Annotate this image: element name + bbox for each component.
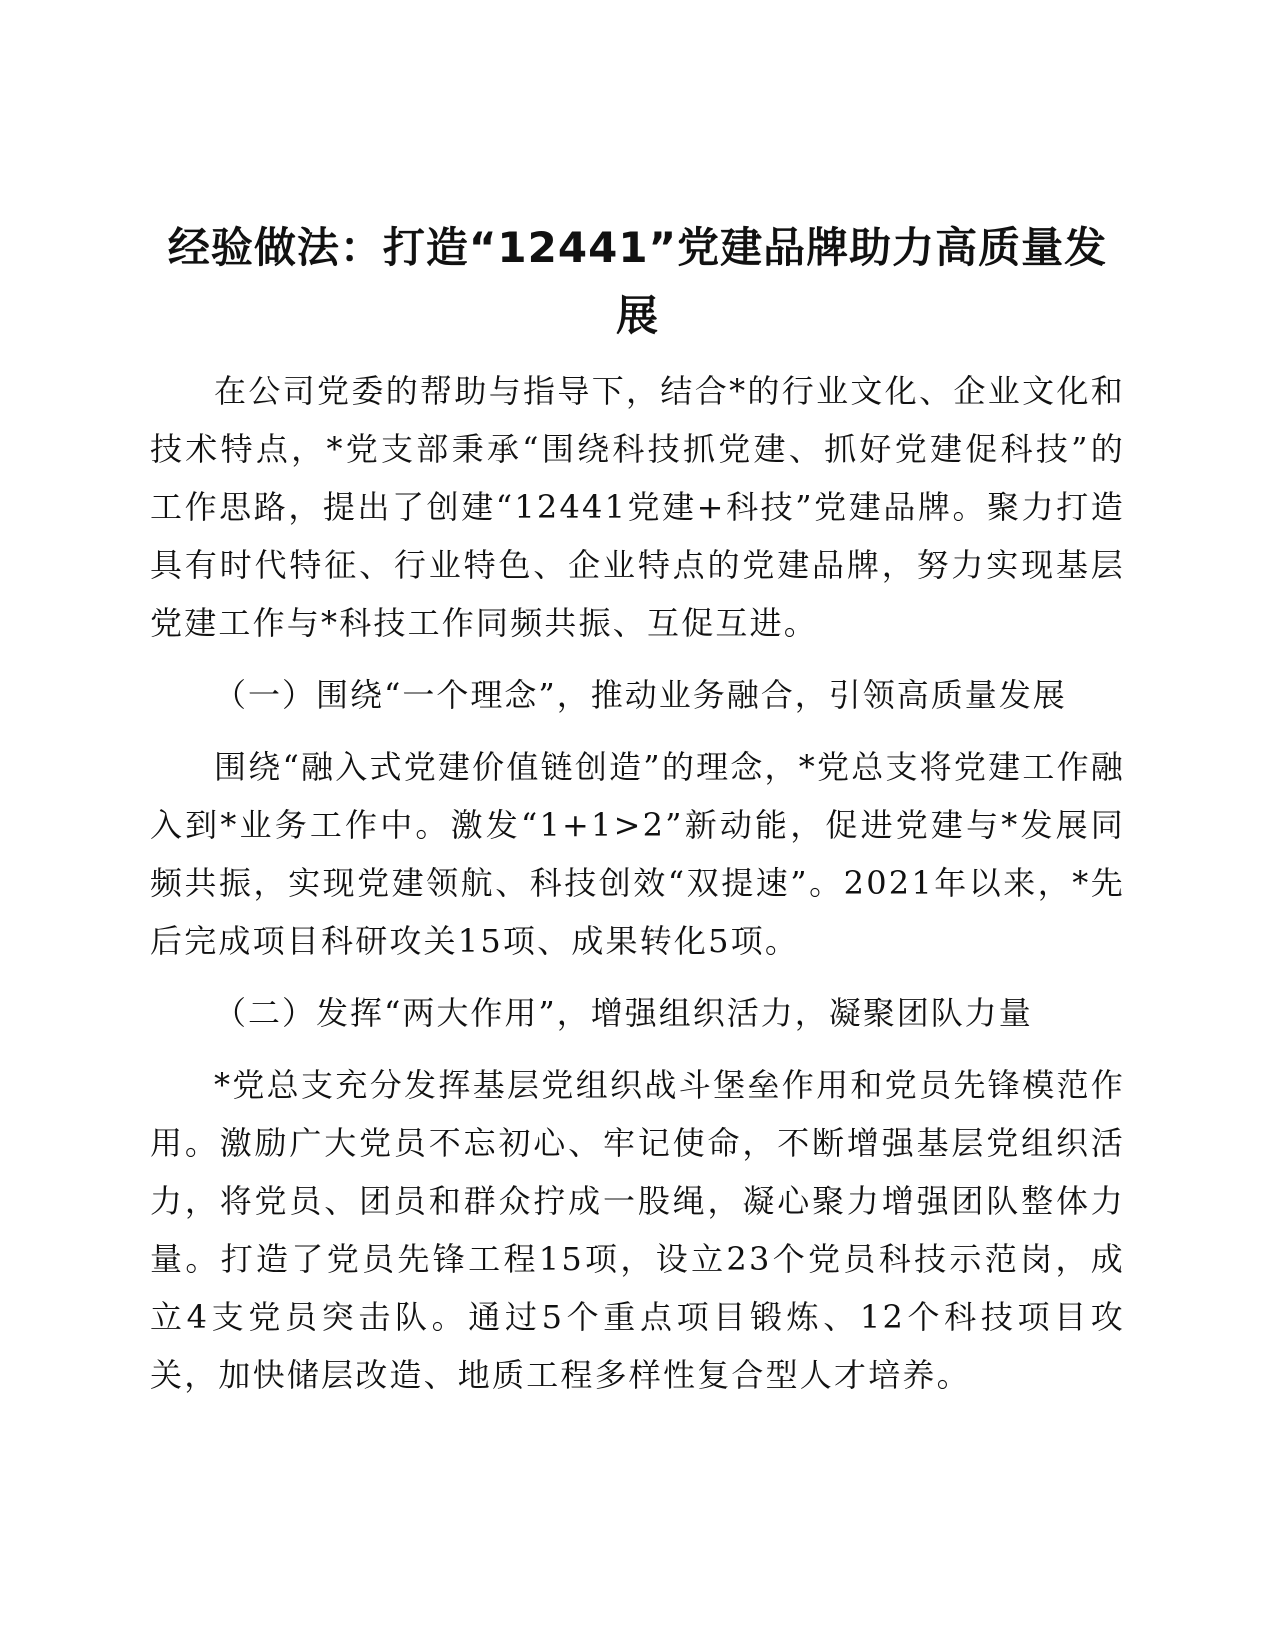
section-heading: （一）围绕“一个理念”，推动业务融合，引领高质量发展: [214, 676, 1067, 714]
section-one: [150, 666, 1125, 970]
section-heading: （二）发挥“两大作用”，增强组织活力，凝聚团队力量: [214, 994, 1033, 1032]
document-title: 经验做法：打造“12441”党建品牌助力高质量发展: [167, 223, 1108, 340]
intro-paragraph: 在公司党委的帮助与指导下，结合*的行业文化、企业文化和技术特点，*党支部秉承“围绕科技抓党建、抓好党建促科技”的工作思路，提出了创建“12441党建+科技”党建品牌。聚力打造具有时代特征、行业特色、企业特点的党建品牌，努力实现基层党建工作与*科技工作同频共振、互促互进。: [150, 372, 1125, 642]
section-two: [150, 984, 1125, 1404]
section-body: 围绕“融入式党建价值链创造”的理念，*党总支将党建工作融入到*业务工作中。激发“1+1>2”新动能，促进党建与*发展同频共振，实现党建领航、科技创效“双提速”。2021年以来，*先后完成项目科研攻关15项、成果转化5项。: [150, 748, 1125, 960]
section-body: *党总支充分发挥基层党组织战斗堡垒作用和党员先锋模范作用。激励广大党员不忘初心、牢记使命，不断增强基层党组织活力，将党员、团员和群众拧成一股绳，凝心聚力增强团队整体力量。打造了党员先锋工程15项，设立23个党员科技示范岗，成立4支党员突击队。通过5个重点项目锻炼、12个科技项目攻关，加快储层改造、地质工程多样性复合型人才培养。: [150, 1066, 1125, 1394]
document-page: [150, 214, 1125, 1404]
